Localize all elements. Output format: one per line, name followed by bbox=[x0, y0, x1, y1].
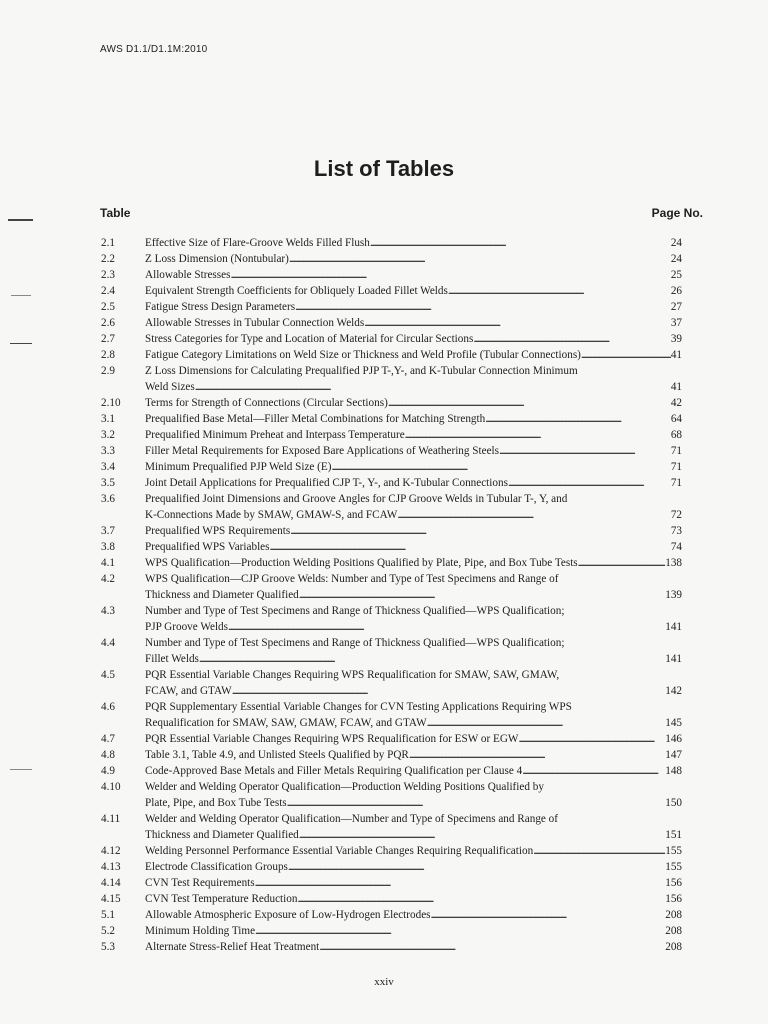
table-title-line: Welding Personnel Performance Essential Variable Changes Requiring Requalification bbox=[145, 845, 534, 857]
column-header-table: Table bbox=[100, 206, 131, 220]
page-ref: 71 bbox=[670, 461, 682, 473]
list-item[interactable] bbox=[101, 235, 682, 251]
list-item[interactable] bbox=[101, 667, 682, 699]
table-number: 4.14 bbox=[101, 877, 121, 889]
table-number: 4.11 bbox=[101, 813, 121, 825]
dot-leader bbox=[578, 555, 666, 571]
table-number: 4.1 bbox=[101, 557, 115, 569]
table-title-line: Minimum Holding Time bbox=[145, 925, 256, 937]
list-item[interactable] bbox=[101, 763, 682, 779]
table-title-line: Fillet Welds bbox=[145, 653, 199, 665]
list-item[interactable] bbox=[101, 491, 682, 523]
table-number: 4.7 bbox=[101, 733, 115, 745]
list-item[interactable] bbox=[101, 459, 682, 475]
dot-leader bbox=[581, 347, 671, 363]
dot-leader bbox=[232, 683, 666, 699]
page-ref: 156 bbox=[665, 893, 682, 905]
table-entry-body bbox=[145, 923, 682, 939]
list-item[interactable] bbox=[101, 923, 682, 939]
table-title-line: WPS Qualification—Production Welding Positions Qualified by Plate, Pipe, and Box Tube Tests bbox=[145, 557, 578, 569]
list-item[interactable] bbox=[101, 939, 682, 955]
list-item[interactable] bbox=[101, 747, 682, 763]
table-entry-body bbox=[145, 331, 682, 347]
page-ref: 71 bbox=[670, 445, 682, 457]
table-entry-body bbox=[145, 267, 682, 283]
table-number: 2.8 bbox=[101, 349, 115, 361]
table-number: 4.8 bbox=[101, 749, 115, 761]
table-entry-body bbox=[145, 315, 682, 331]
document-code: AWS D1.1/D1.1M:2010 bbox=[100, 44, 208, 55]
table-title-line: Fatigue Stress Design Parameters bbox=[145, 301, 296, 313]
table-title-line: K-Connections Made by SMAW, GMAW-S, and FCAW bbox=[145, 509, 398, 521]
dot-leader bbox=[499, 443, 671, 459]
table-number: 2.4 bbox=[101, 285, 115, 297]
table-number: 5.3 bbox=[101, 941, 115, 953]
table-number: 3.2 bbox=[101, 429, 115, 441]
table-title-line: PQR Essential Variable Changes Requiring WPS Requalification for SMAW, SAW, GMAW, bbox=[145, 669, 560, 681]
page-ref: 156 bbox=[665, 877, 682, 889]
table-title-line: Terms for Strength of Connections (Circular Sections) bbox=[145, 397, 388, 409]
table-title-last-line bbox=[145, 555, 682, 571]
table-title-line: Allowable Stresses in Tubular Connection Welds bbox=[145, 317, 365, 329]
list-item[interactable] bbox=[101, 251, 682, 267]
table-number: 2.6 bbox=[101, 317, 115, 329]
table-title-line: Prequalified Base Metal—Filler Metal Combinations for Matching Strength bbox=[145, 413, 486, 425]
list-item[interactable] bbox=[101, 891, 682, 907]
dot-leader bbox=[370, 235, 671, 251]
list-item[interactable] bbox=[101, 635, 682, 667]
table-title-line: Allowable Stresses bbox=[145, 269, 231, 281]
table-title-line: WPS Qualification—CJP Groove Welds: Number and Type of Test Specimens and Range of bbox=[145, 573, 559, 585]
table-number: 5.2 bbox=[101, 925, 115, 937]
page-ref: 64 bbox=[670, 413, 682, 425]
table-entry-body bbox=[145, 731, 682, 747]
list-item[interactable] bbox=[101, 731, 682, 747]
page-ref: 148 bbox=[665, 765, 682, 777]
list-item[interactable] bbox=[101, 811, 682, 843]
table-title-line: Electrode Classification Groups bbox=[145, 861, 288, 873]
table-title-last-line bbox=[145, 859, 682, 875]
page-ref: 24 bbox=[670, 253, 682, 265]
table-entry-body bbox=[145, 859, 682, 875]
page-ref: 151 bbox=[665, 829, 682, 841]
table-title-last-line bbox=[145, 475, 682, 491]
table-number: 4.3 bbox=[101, 605, 115, 617]
table-entry-body bbox=[145, 411, 682, 427]
table-entry-body bbox=[145, 283, 682, 299]
table-title-line: Effective Size of Flare-Groove Welds Filled Flush bbox=[145, 237, 370, 249]
table-title-line: CVN Test Temperature Reduction bbox=[145, 893, 298, 905]
table-entry-body bbox=[145, 635, 682, 667]
table-number: 2.7 bbox=[101, 333, 115, 345]
table-number: 2.10 bbox=[101, 397, 121, 409]
dot-leader bbox=[388, 395, 671, 411]
dot-leader bbox=[533, 843, 665, 859]
table-entry-body bbox=[145, 491, 682, 523]
page-ref: 74 bbox=[670, 541, 682, 553]
table-entry-body bbox=[145, 539, 682, 555]
table-title-last-line bbox=[145, 763, 682, 779]
dot-leader bbox=[289, 251, 671, 267]
table-number: 3.1 bbox=[101, 413, 115, 425]
dot-leader bbox=[230, 267, 670, 283]
dot-leader bbox=[287, 795, 666, 811]
table-title-last-line bbox=[145, 907, 682, 923]
table-entry-body bbox=[145, 891, 682, 907]
table-number: 4.12 bbox=[101, 845, 121, 857]
table-title-line: Code-Approved Base Metals and Filler Metals Requiring Qualification per Clause 4 bbox=[145, 765, 523, 777]
dot-leader bbox=[270, 539, 671, 555]
dot-leader bbox=[290, 523, 671, 539]
table-entry-body bbox=[145, 363, 682, 395]
table-entry-body bbox=[145, 347, 682, 363]
table-title-line: Allowable Atmospheric Exposure of Low-Hydrogen Electrodes bbox=[145, 909, 431, 921]
list-item[interactable] bbox=[101, 427, 682, 443]
list-item[interactable] bbox=[101, 779, 682, 811]
table-entry-body bbox=[145, 395, 682, 411]
table-title-line: Alternate Stress-Relief Heat Treatment bbox=[145, 941, 320, 953]
table-number: 4.2 bbox=[101, 573, 115, 585]
table-number: 4.9 bbox=[101, 765, 115, 777]
list-item[interactable] bbox=[101, 267, 682, 283]
table-title-last-line bbox=[145, 795, 682, 811]
table-title-last-line bbox=[145, 331, 682, 347]
table-title-line: Prequalified Minimum Preheat and Interpass Temperature bbox=[145, 429, 405, 441]
dot-leader bbox=[431, 907, 666, 923]
table-title-line: Prequalified WPS Requirements bbox=[145, 525, 291, 537]
table-title-line: Joint Detail Applications for Prequalified CJP T-, Y-, and K-Tubular Connections bbox=[145, 477, 508, 489]
dot-leader bbox=[473, 331, 670, 347]
page-ref: 146 bbox=[665, 733, 682, 745]
table-title-last-line bbox=[145, 843, 682, 859]
dot-leader bbox=[427, 715, 666, 731]
list-item[interactable] bbox=[101, 907, 682, 923]
table-title-last-line bbox=[145, 747, 682, 763]
table-title-line: Minimum Prequalified PJP Weld Size (E) bbox=[145, 461, 332, 473]
table-title-line: Z Loss Dimension (Nontubular) bbox=[145, 253, 289, 265]
dot-leader bbox=[448, 283, 671, 299]
dot-leader bbox=[288, 859, 665, 875]
list-item[interactable] bbox=[101, 539, 682, 555]
table-title-line: Equivalent Strength Coefficients for Obliquely Loaded Fillet Welds bbox=[145, 285, 448, 297]
table-entry-body bbox=[145, 459, 682, 475]
table-entry-body bbox=[145, 907, 682, 923]
page-ref: 68 bbox=[670, 429, 682, 441]
list-item[interactable] bbox=[101, 411, 682, 427]
table-number: 2.5 bbox=[101, 301, 115, 313]
table-entry-body bbox=[145, 779, 682, 811]
table-title-last-line bbox=[145, 891, 682, 907]
page-ref: 41 bbox=[670, 381, 682, 393]
table-title-last-line bbox=[145, 683, 682, 699]
table-title-last-line bbox=[145, 875, 682, 891]
table-entry-body bbox=[145, 811, 682, 843]
table-entry-body bbox=[145, 299, 682, 315]
dot-leader bbox=[228, 619, 665, 635]
dot-leader bbox=[409, 747, 665, 763]
table-number: 2.9 bbox=[101, 365, 115, 377]
table-title-line: Thickness and Diameter Qualified bbox=[145, 829, 299, 841]
table-title-line: Prequalified Joint Dimensions and Groove Angles for CJP Groove Welds in Tubular T-, Y, and bbox=[145, 493, 568, 505]
table-title-line: PJP Groove Welds bbox=[145, 621, 229, 633]
dot-leader bbox=[319, 939, 665, 955]
list-item[interactable] bbox=[101, 347, 682, 363]
page-ref: 208 bbox=[665, 909, 682, 921]
dot-leader bbox=[405, 427, 671, 443]
page-ref: 139 bbox=[665, 589, 682, 601]
table-title-last-line bbox=[145, 427, 682, 443]
page-title: List of Tables bbox=[313, 156, 455, 181]
table-title-line: Thickness and Diameter Qualified bbox=[145, 589, 299, 601]
table-title-line: Plate, Pipe, and Box Tube Tests bbox=[145, 797, 287, 809]
table-number: 3.5 bbox=[101, 477, 115, 489]
table-entry-body bbox=[145, 699, 682, 731]
table-number: 4.10 bbox=[101, 781, 121, 793]
page-ref: 24 bbox=[670, 237, 682, 249]
dot-leader bbox=[518, 731, 665, 747]
table-title-last-line bbox=[145, 315, 682, 331]
list-item[interactable] bbox=[101, 395, 682, 411]
table-title-last-line bbox=[145, 923, 682, 939]
list-item[interactable] bbox=[101, 331, 682, 347]
list-item[interactable] bbox=[101, 475, 682, 491]
table-number: 3.4 bbox=[101, 461, 115, 473]
table-title-last-line bbox=[145, 619, 682, 635]
table-number: 4.4 bbox=[101, 637, 115, 649]
table-entry-body bbox=[145, 443, 682, 459]
table-number: 4.15 bbox=[101, 893, 121, 905]
page-ref: 147 bbox=[665, 749, 682, 761]
page-ref: 141 bbox=[665, 653, 682, 665]
dot-leader bbox=[195, 379, 671, 395]
table-title-line: Number and Type of Test Specimens and Range of Thickness Qualified—WPS Qualification; bbox=[145, 605, 565, 617]
table-title-last-line bbox=[145, 459, 682, 475]
dot-leader bbox=[397, 507, 670, 523]
table-number: 4.13 bbox=[101, 861, 121, 873]
dot-leader bbox=[295, 299, 671, 315]
dot-leader bbox=[299, 827, 665, 843]
table-title-last-line bbox=[145, 267, 682, 283]
table-title-last-line bbox=[145, 651, 682, 667]
table-number: 3.7 bbox=[101, 525, 115, 537]
list-item[interactable] bbox=[101, 523, 682, 539]
list-item[interactable] bbox=[101, 315, 682, 331]
page-ref: 37 bbox=[670, 317, 682, 329]
page-ref: 145 bbox=[665, 717, 682, 729]
table-title-last-line bbox=[145, 283, 682, 299]
dot-leader bbox=[299, 587, 665, 603]
table-title-line: Z Loss Dimensions for Calculating Prequalified PJP T-,Y-, and K-Tubular Connection Minimum bbox=[145, 365, 578, 377]
table-entry-body bbox=[145, 235, 682, 251]
table-number: 3.6 bbox=[101, 493, 115, 505]
table-title-last-line bbox=[145, 379, 682, 395]
page-ref: 150 bbox=[665, 797, 682, 809]
table-title-last-line bbox=[145, 395, 682, 411]
page-ref: 27 bbox=[670, 301, 682, 313]
page-ref: 41 bbox=[670, 349, 682, 361]
table-number: 2.1 bbox=[101, 237, 115, 249]
table-title-line: Fatigue Category Limitations on Weld Size or Thickness and Weld Profile (Tubular Connections) bbox=[145, 349, 581, 361]
list-item[interactable] bbox=[101, 443, 682, 459]
dot-leader bbox=[199, 651, 665, 667]
table-title-last-line bbox=[145, 715, 682, 731]
table-title-last-line bbox=[145, 539, 682, 555]
table-title-line: Stress Categories for Type and Location of Material for Circular Sections bbox=[145, 333, 474, 345]
page-ref: 25 bbox=[670, 269, 682, 281]
table-entry-body bbox=[145, 667, 682, 699]
column-header-page: Page No. bbox=[651, 206, 703, 220]
page-ref: 26 bbox=[670, 285, 682, 297]
dot-leader bbox=[364, 315, 671, 331]
table-entry-body bbox=[145, 939, 682, 955]
page-ref: 39 bbox=[670, 333, 682, 345]
page-ref: 155 bbox=[665, 845, 682, 857]
table-title-last-line bbox=[145, 347, 682, 363]
table-title-line: Prequalified WPS Variables bbox=[145, 541, 270, 553]
list-item[interactable] bbox=[101, 843, 682, 859]
page-ref: 208 bbox=[665, 925, 682, 937]
table-entry-body bbox=[145, 251, 682, 267]
table-number: 2.2 bbox=[101, 253, 115, 265]
table-number: 4.5 bbox=[101, 669, 115, 681]
table-number: 3.3 bbox=[101, 445, 115, 457]
table-entry-body bbox=[145, 523, 682, 539]
list-item[interactable] bbox=[101, 859, 682, 875]
list-item[interactable] bbox=[101, 699, 682, 731]
table-title-line: CVN Test Requirements bbox=[145, 877, 255, 889]
list-item[interactable] bbox=[101, 363, 682, 395]
table-entry-body bbox=[145, 747, 682, 763]
table-title-line: PQR Essential Variable Changes Requiring WPS Requalification for ESW or EGW bbox=[145, 733, 519, 745]
table-title-last-line bbox=[145, 827, 682, 843]
dot-leader bbox=[297, 891, 665, 907]
page-ref: 42 bbox=[670, 397, 682, 409]
table-title-last-line bbox=[145, 411, 682, 427]
dot-leader bbox=[508, 475, 671, 491]
list-item[interactable] bbox=[101, 299, 682, 315]
list-item[interactable] bbox=[101, 875, 682, 891]
table-entry-body bbox=[145, 843, 682, 859]
list-item[interactable] bbox=[101, 555, 682, 571]
table-title-line: Weld Sizes bbox=[145, 381, 195, 393]
table-title-last-line bbox=[145, 939, 682, 955]
table-title-line: Filler Metal Requirements for Exposed Bare Applications of Weathering Steels bbox=[145, 445, 500, 457]
margin-mark bbox=[8, 219, 33, 221]
table-entry-body bbox=[145, 555, 682, 571]
table-title-line: PQR Supplementary Essential Variable Changes for CVN Testing Applications Requiring WPS bbox=[145, 701, 572, 713]
table-list bbox=[101, 235, 682, 955]
table-title-line: Requalification for SMAW, SAW, GMAW, FCAW, and GTAW bbox=[145, 717, 427, 729]
list-item[interactable] bbox=[101, 283, 682, 299]
page-ref: 73 bbox=[670, 525, 682, 537]
page-ref: 142 bbox=[665, 685, 682, 697]
dot-leader bbox=[522, 763, 665, 779]
margin-mark bbox=[11, 295, 31, 296]
list-item[interactable] bbox=[101, 571, 682, 603]
table-number: 4.6 bbox=[101, 701, 115, 713]
table-title-last-line bbox=[145, 251, 682, 267]
margin-mark bbox=[10, 343, 32, 344]
table-entry-body bbox=[145, 603, 682, 635]
table-number: 2.3 bbox=[101, 269, 115, 281]
page-number: xxiv bbox=[374, 976, 394, 988]
table-title-last-line bbox=[145, 235, 682, 251]
margin-mark bbox=[10, 769, 32, 770]
table-title-last-line bbox=[145, 299, 682, 315]
dot-leader bbox=[255, 875, 666, 891]
table-title-line: FCAW, and GTAW bbox=[145, 685, 232, 697]
table-title-last-line bbox=[145, 443, 682, 459]
table-entry-body bbox=[145, 763, 682, 779]
table-entry-body bbox=[145, 875, 682, 891]
dot-leader bbox=[255, 923, 665, 939]
table-title-line: Number and Type of Test Specimens and Range of Thickness Qualified—WPS Qualification; bbox=[145, 637, 565, 649]
page-ref: 155 bbox=[665, 861, 682, 873]
page-ref: 141 bbox=[665, 621, 682, 633]
table-title-last-line bbox=[145, 507, 682, 523]
table-title-last-line bbox=[145, 587, 682, 603]
dot-leader bbox=[331, 459, 670, 475]
page-ref: 208 bbox=[665, 941, 682, 953]
table-title-line: Welder and Welding Operator Qualification—Production Welding Positions Qualified by bbox=[145, 781, 544, 793]
list-item[interactable] bbox=[101, 603, 682, 635]
table-number: 5.1 bbox=[101, 909, 115, 921]
dot-leader bbox=[485, 411, 671, 427]
table-title-last-line bbox=[145, 731, 682, 747]
table-entry-body bbox=[145, 571, 682, 603]
table-entry-body bbox=[145, 427, 682, 443]
page-ref: 71 bbox=[670, 477, 682, 489]
page-ref: 138 bbox=[665, 557, 682, 569]
table-title-line: Table 3.1, Table 4.9, and Unlisted Steels Qualified by PQR bbox=[145, 749, 409, 761]
table-title-line: Welder and Welding Operator Qualification—Number and Type of Specimens and Range of bbox=[145, 813, 558, 825]
table-title-last-line bbox=[145, 523, 682, 539]
table-number: 3.8 bbox=[101, 541, 115, 553]
table-entry-body bbox=[145, 475, 682, 491]
page-ref: 72 bbox=[670, 509, 682, 521]
